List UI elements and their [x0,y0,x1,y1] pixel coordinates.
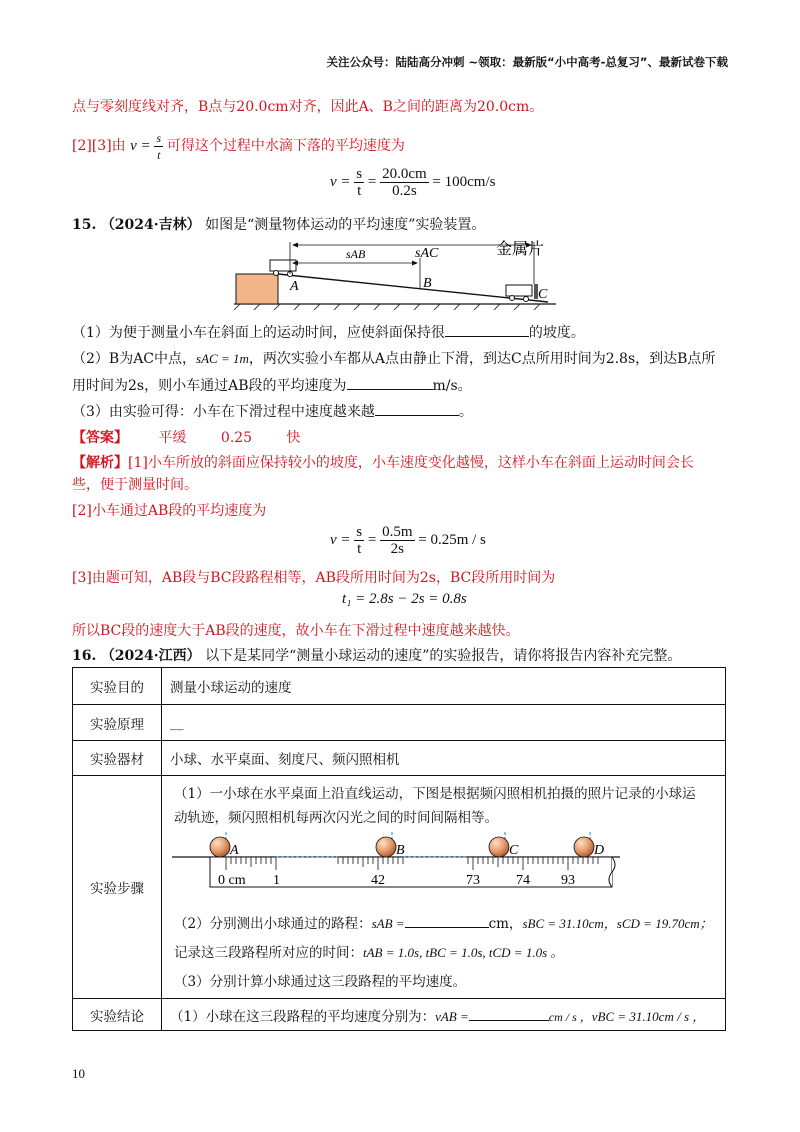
scd-eq: ，sCD = 19.70cm； [603,916,713,931]
q15-part2-unit: m/s。 [432,378,472,394]
ball-guide-lines [226,832,590,857]
eq2-st [354,524,364,557]
vab-eq: vAB = [435,1008,469,1024]
q15-equation-2 [330,524,486,557]
vab-blank[interactable] [469,1020,549,1021]
sbc-eq: sBC = 31.10cm [522,916,604,931]
prev-eq-t: t [357,183,362,199]
experiment-report-table [72,667,726,1031]
page-header: 关注公众号：陆陆高分冲刺 ~领取：最新版“小中高考-总复习”、最新试卷下载 [326,55,728,69]
ball-d-label: D [594,843,605,858]
ruler-body [210,857,612,887]
answer-1: 平缓 [158,430,187,446]
step3-line: （3）分别计算小球通过这三段路程的平均速度。 [174,974,467,990]
principle-label: 实验原理 [73,705,162,741]
eq2-den: 2s [390,541,404,557]
ball-b [376,837,396,857]
prev-formula-suffix: 可得这个过程中水滴下落的平均速度为 [166,137,405,154]
prev-eq-den: 0.2s [392,183,417,199]
eq2-s: s [356,524,363,540]
steps-cell [162,776,726,999]
q15-part3-a: （3）由实验可得：小车在下滑过程中速度越来越 [72,404,375,420]
ball-c [489,837,509,857]
conclusion-value [162,999,726,1031]
tick-label-42: 42 [371,873,385,888]
row-steps [73,776,726,999]
ball-c-label: C [509,843,519,858]
q16-number: 16. [72,648,97,664]
prev-eq-mid: = [367,173,377,190]
ball-b-label: B [396,843,405,858]
q15-number: 15. [72,217,97,233]
prev-formula-line [72,130,405,163]
v-eq: v = [130,137,151,154]
support-block [236,274,278,304]
q15-part2-line1 [72,348,715,368]
prev-eq-result: = 100cm/s [432,173,496,190]
prev-formula-prefix: [2][3]由 [72,137,126,154]
s-over-t [154,130,163,163]
prev-eq-s: s [356,166,363,182]
q15-part2-b: ，两次实验小车都从A点由静止下滑，到达C点所用时间为2.8s，到达B点所 [248,351,716,367]
vbc-eq: vBC = 31.10cm / s ， [591,1008,706,1024]
q15-equation-3: t₁ = 2.8s − 2s = 0.8s [342,591,467,607]
sab-eq: sAB = [371,916,405,931]
step2-line-a [174,912,713,932]
q15-source: （2024·吉林） [100,217,201,233]
row-purpose [73,668,726,705]
row-equipment [73,741,726,776]
sab-unit: cm， [488,916,523,932]
q15-blank3[interactable] [375,415,459,416]
tick-label-0: 0 cm [218,873,246,888]
s-label: s [156,131,162,145]
point-a-label: A [290,279,299,294]
q15-blank2[interactable] [347,389,433,390]
q15-part3 [72,401,473,421]
q15-analysis-1b: 些，便于测量时间。 [72,477,198,493]
prev-eq-frac [380,166,429,199]
q15-part1-b: 的坡度。 [528,325,585,341]
t-label: t [157,148,161,162]
q15-analysis-4: 所以BC段的速度大于AB段的速度，故小车在下滑过程中速度越来越快。 [72,623,520,639]
eq2-t: t [357,541,362,557]
prev-equation [330,166,495,199]
conclusion-label: 实验结论 [73,999,162,1031]
equipment-value: 小球、水平桌面、刻度尺、频闪照相机 [162,741,726,776]
sac-label: sAC [415,246,439,261]
point-b-label: B [423,276,432,291]
q15-analysis-1 [72,452,694,472]
prev-eq-num: 20.0cm [382,166,427,182]
q15-analysis-2: [2]小车通过AB段的平均速度为 [72,503,267,519]
purpose-value: 测量小球运动的速度 [162,668,726,705]
sab-blank[interactable] [405,927,489,928]
row-conclusion [73,999,726,1031]
step2-b: 记录这三段路程所对应的时间： [174,945,363,961]
step1-line-b: 动轨迹，频闪照相机每两次闪光之间的时间间隔相等。 [174,810,498,826]
analysis-1: [1]小车所放的斜面应保持较小的坡度，小车速度变化越慢，这样小车在斜面上运动时间会长 [128,455,694,471]
eq2-frac [380,524,414,557]
equipment-label: 实验器材 [73,741,162,776]
principle-value[interactable]: __ [162,705,726,741]
eq2-num: 0.5m [382,524,413,540]
q16-title [72,645,681,665]
incline-diagram [230,236,560,310]
times-eq: tAB = 1.0s, tBC = 1.0s, tCD = 1.0s 。 [363,945,564,960]
eq2-result: = 0.25m / s [418,531,486,548]
steps-label: 实验步骤 [73,776,162,999]
q15-title [72,214,485,234]
page-number: 10 [72,1066,85,1081]
tick-label-1: 1 [273,873,280,888]
q16-stem: 以下是某同学“测量小球运动的速度”的实验报告，请你将报告内容补充完整。 [205,648,682,664]
q16-source: （2024·江西） [100,648,201,664]
ball-d [574,837,594,857]
step1-line-a: （1）一小球在水平桌面上沿直线运动，下图是根据频闪照相机拍摄的照片记录的小球运 [174,786,696,802]
tick-label-93: 93 [561,873,575,888]
point-c-label: C [538,287,548,302]
q15-part2-line2 [72,375,472,395]
ground-hatch [234,304,540,310]
row-principle [73,705,726,741]
eq2-mid: = [367,531,377,548]
step2-a: （2）分别测出小球通过的路程： [174,916,372,932]
sab-label: sAB [346,247,366,261]
eq2-left: v = [330,531,351,548]
prev-eq-st [354,166,364,199]
q15-part3-b: 。 [458,404,473,420]
step2-line-b [174,941,563,961]
q15-stem: 如图是“测量物体运动的平均速度”实验装置。 [205,217,486,233]
metal-label: 金属片 [496,239,545,258]
answer-2: 0.25 [220,430,253,446]
answer-label: 【答案】 [72,430,128,446]
q15-sac-eq: sAC = 1m [196,351,249,366]
q15-answer [72,427,301,447]
ball-a-label: A [230,843,239,858]
q15-part1 [72,322,585,342]
tick-label-74: 74 [516,873,530,888]
tick-label-73: 73 [466,873,480,888]
q15-part1-a: （1）为便于测量小车在斜面上的运动时间，应使斜面保持很 [72,325,445,341]
answer-3: 快 [286,430,301,446]
prev-answer-line: 点与零刻度线对齐，B点与20.0cm对齐，因此A、B之间的距离为20.0cm。 [72,99,544,115]
q15-part2-a: （2）B为AC中点， [72,351,197,367]
analysis-label: 【解析】 [72,455,128,471]
conclusion-a: （1）小球在这三段路程的平均速度分别为： [170,1008,436,1025]
velocity-formula [130,131,167,162]
q15-blank1[interactable] [445,336,529,337]
ball-a [210,837,230,857]
flash-photo-ruler [168,832,628,900]
q15-part2-c: 用时间为2s，则小车通过AB段的平均速度为 [72,378,347,394]
q15-analysis-3: [3]由题可知，AB段与BC段路程相等，AB段所用时间为2s，BC段所用时间为 [72,570,556,586]
vab-unit: cm / s ， [548,1009,592,1024]
prev-eq-left: v = [330,173,351,190]
purpose-label: 实验目的 [73,668,162,705]
